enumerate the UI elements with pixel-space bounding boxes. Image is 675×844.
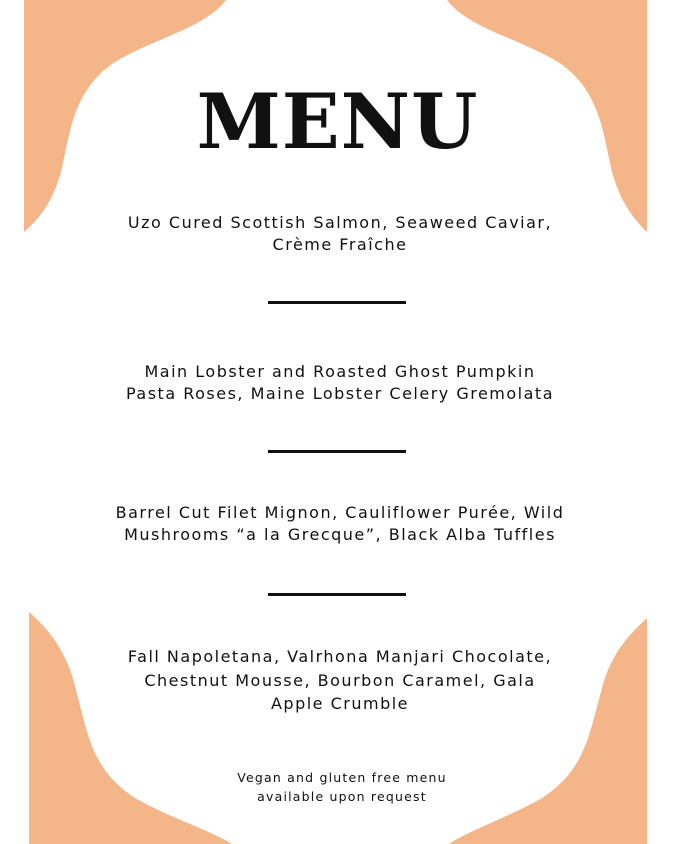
course-line: Chestnut Mousse, Bourbon Caramel, Gala	[144, 670, 536, 690]
dietary-note-line: Vegan and gluten free menu	[237, 770, 447, 785]
menu-title: MENU	[196, 77, 479, 166]
course-line: Barrel Cut Filet Mignon, Cauliflower Purée, Wild	[115, 503, 565, 522]
course-main	[90, 361, 590, 405]
course-line: Pasta Roses, Maine Lobster Celery Gremolata	[125, 384, 555, 403]
course-line: Main Lobster and Roasted Ghost Pumpkin	[144, 362, 536, 381]
dietary-note	[0, 768, 675, 806]
course-entree	[90, 502, 590, 546]
course-line: Apple Crumble	[270, 694, 410, 713]
course-line: Mushrooms “a la Grecque”, Black Alba Tuffles	[124, 525, 556, 544]
course-line: Crème Fraîche	[272, 235, 408, 254]
section-divider	[268, 301, 406, 304]
section-divider	[268, 593, 406, 596]
course-starter	[90, 212, 590, 256]
course-line: Fall Napoletana, Valrhona Manjari Chocolate,	[127, 647, 553, 666]
section-divider	[268, 450, 406, 453]
dietary-note-line: available upon request	[257, 789, 427, 804]
course-dessert	[90, 645, 590, 716]
course-line: Uzo Cured Scottish Salmon, Seaweed Caviar,	[127, 213, 553, 232]
